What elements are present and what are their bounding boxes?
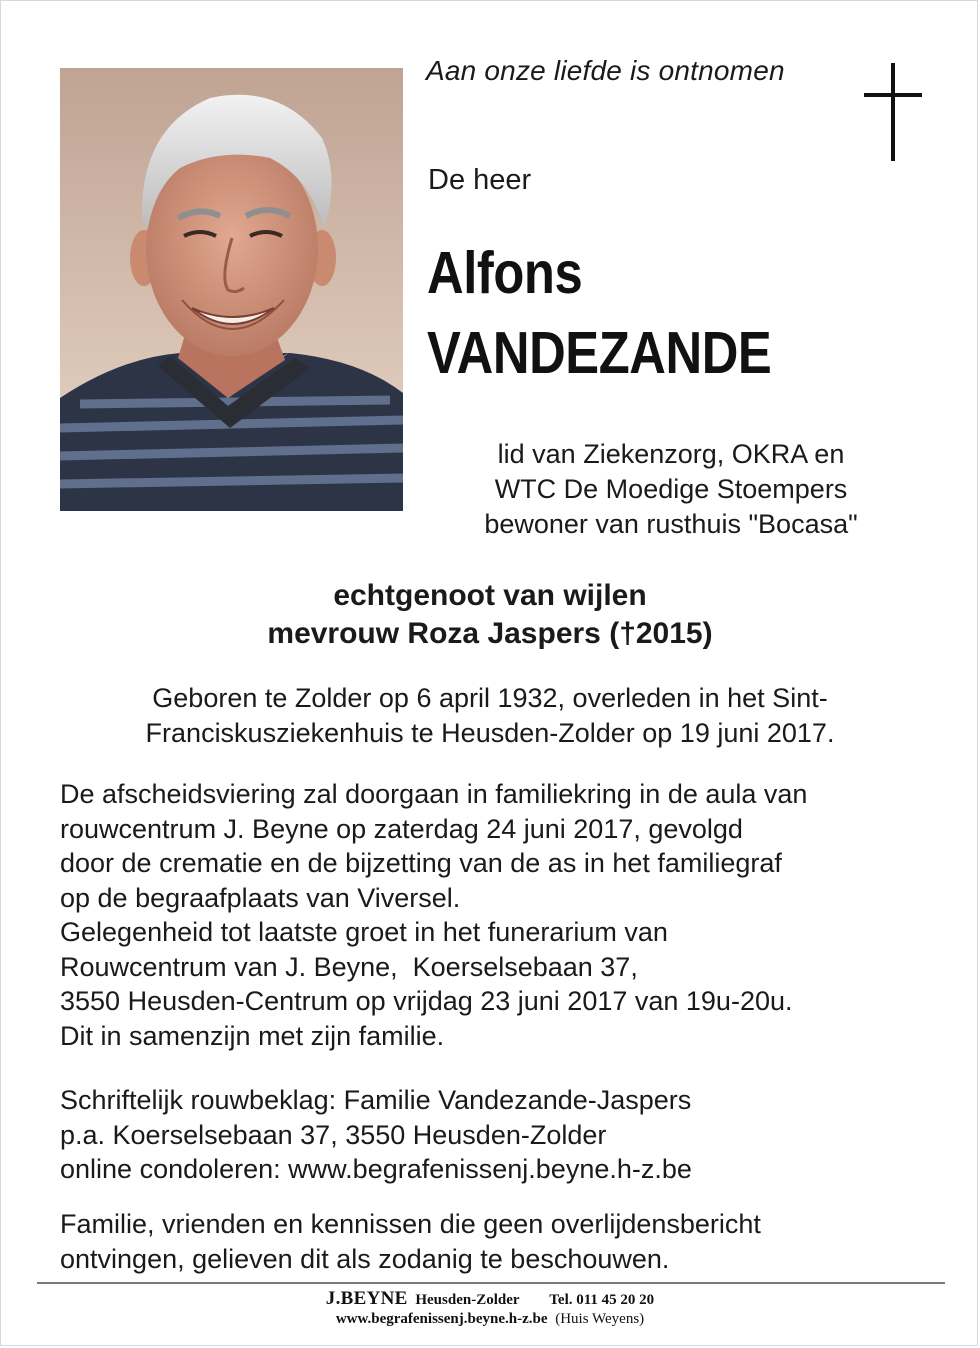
condolence-info [60, 1083, 940, 1187]
membership-line: bewoner van rusthuis "Bocasa" [484, 509, 858, 539]
funeral-home-phone: Tel. 011 45 20 20 [549, 1292, 655, 1308]
condolence-line: p.a. Koerselsebaan 37, 3550 Heusden-Zolder [60, 1119, 607, 1150]
funeral-home-place: Heusden-Zolder [415, 1292, 520, 1308]
birth-death-line: Geboren te Zolder op 6 april 1932, overleden in het Sint- [152, 683, 828, 713]
footer-top-line [1, 1289, 979, 1310]
funeral-home-house: (Huis Weyens) [555, 1311, 645, 1327]
membership-line: lid van Ziekenzorg, OKRA en [497, 439, 845, 469]
spouse-line: mevrouw Roza Jaspers (†2015) [267, 617, 713, 650]
funeral-line: 3550 Heusden-Centrum op vrijdag 23 juni 2017 van 19u-20u. [60, 986, 793, 1016]
funeral-line: rouwcentrum J. Beyne op zaterdag 24 juni 2017, gevolgd [60, 813, 743, 844]
motto-text: Aan onze liefde is ontnomen [426, 55, 785, 86]
last-name: VANDEZANDE [427, 320, 772, 386]
funeral-line: Gelegenheid tot laatste groet in het funerarium van [60, 917, 668, 947]
funeral-line: op de begraafplaats van Viversel. [60, 882, 461, 913]
spouse-line: echtgenoot van wijlen [333, 579, 647, 612]
footer-divider [37, 1282, 945, 1284]
spouse-block [1, 577, 979, 653]
membership-line: WTC De Moedige Stoempers [494, 474, 848, 504]
condolence-line: online condoleren: www.begrafenissenj.beyne.h-z.be [60, 1154, 692, 1184]
funeral-line: Dit in samenzijn met zijn familie. [60, 1020, 445, 1051]
portrait-photo [60, 68, 403, 511]
funeral-info [60, 777, 940, 1053]
funeral-home-footer [1, 1289, 979, 1329]
funeral-home-brand: J.BEYNE [325, 1288, 408, 1309]
funeral-line: De afscheidsviering zal doorgaan in familiekring in de aula van [60, 779, 808, 809]
cross-icon [864, 63, 922, 161]
funeral-home-website: www.begrafenissenj.beyne.h-z.be [335, 1311, 548, 1327]
birth-death-line: Franciskusziekenhuis te Heusden-Zolder op 19 juni 2017. [145, 718, 835, 748]
first-name: Alfons [427, 240, 583, 306]
membership-block [431, 437, 911, 542]
honorific: De heer [428, 164, 532, 196]
family-note [60, 1207, 940, 1276]
family-note-line: ontvingen, gelieven dit als zodanig te beschouwen. [60, 1243, 670, 1274]
family-note-line: Familie, vrienden en kennissen die geen overlijdensbericht [60, 1209, 761, 1239]
condolence-line: Schriftelijk rouwbeklag: Familie Vandezande-Jaspers [60, 1085, 692, 1115]
funeral-line: door de crematie en de bijzetting van de as in het familiegraf [60, 848, 782, 878]
birth-death-block [1, 681, 979, 751]
footer-bottom-line [1, 1310, 979, 1329]
funeral-line: Rouwcentrum van J. Beyne, Koerselsebaan 37, [60, 951, 638, 982]
